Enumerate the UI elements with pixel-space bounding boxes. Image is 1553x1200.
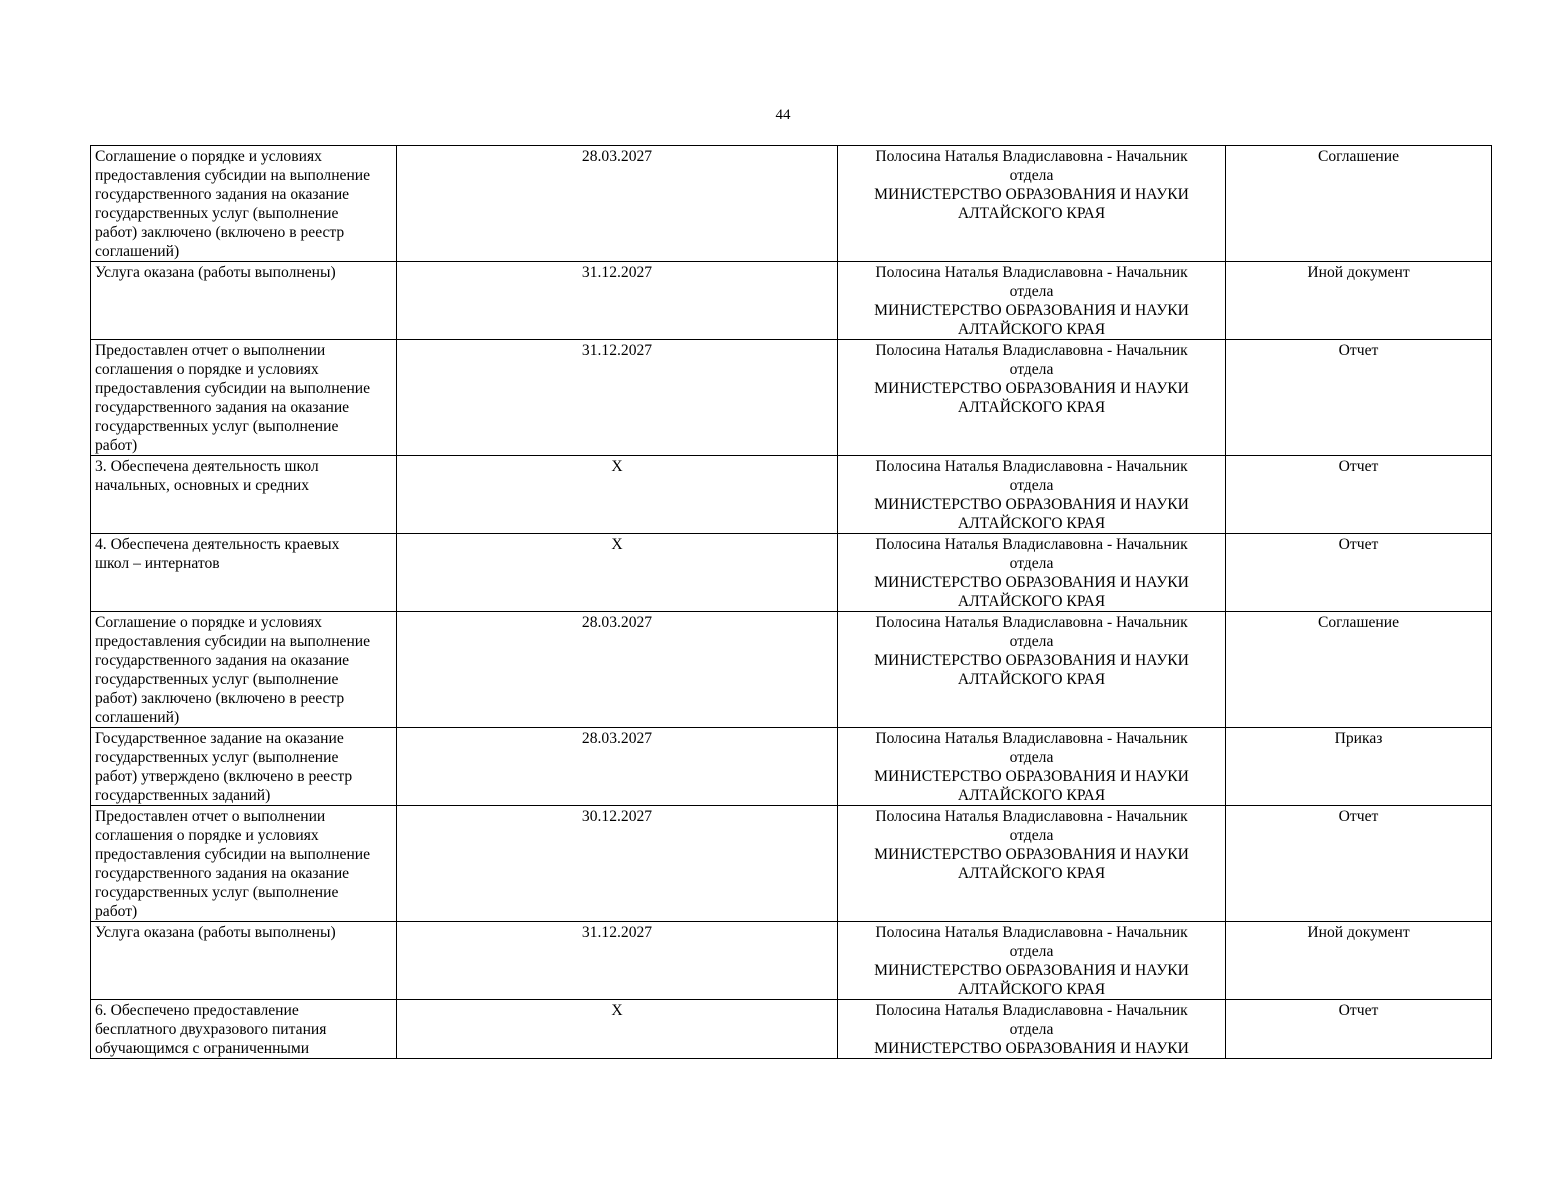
event-name bbox=[95, 1001, 392, 1058]
document-type-cell bbox=[1226, 922, 1492, 1000]
deadline-date-cell bbox=[397, 146, 838, 262]
responsible-position: отдела bbox=[1009, 1021, 1054, 1038]
document-type-cell bbox=[1226, 146, 1492, 262]
event-name-cell bbox=[91, 534, 397, 612]
event-name-line: предоставления субсидии на выполнение bbox=[95, 380, 371, 397]
event-name-line: соглашения о порядке и условиях bbox=[95, 827, 319, 844]
table-row bbox=[91, 534, 1492, 612]
responsible-cell bbox=[838, 612, 1226, 728]
event-name-cell bbox=[91, 340, 397, 456]
event-name-cell bbox=[91, 456, 397, 534]
responsible-org-line: АЛТАЙСКОГО КРАЯ bbox=[957, 321, 1106, 338]
event-name-line: Услуга оказана (работы выполнены) bbox=[95, 924, 336, 941]
document-type: Соглашение bbox=[1317, 148, 1400, 165]
responsible-org-line: МИНИСТЕРСТВО ОБРАЗОВАНИЯ И НАУКИ bbox=[874, 1040, 1189, 1057]
document-type-cell bbox=[1226, 262, 1492, 340]
deadline-date-cell bbox=[397, 922, 838, 1000]
responsible-org-line: МИНИСТЕРСТВО ОБРАЗОВАНИЯ И НАУКИ bbox=[874, 574, 1189, 591]
responsible-org-line: АЛТАЙСКОГО КРАЯ bbox=[957, 399, 1106, 416]
event-name-line: соглашений) bbox=[95, 243, 180, 260]
responsible-position: отдела bbox=[1009, 283, 1054, 300]
table-body bbox=[91, 146, 1492, 1059]
control-points-table bbox=[90, 145, 1492, 1059]
deadline-date: 28.03.2027 bbox=[581, 148, 653, 165]
responsible-person: Полосина Наталья Владиславовна - Начальник bbox=[875, 614, 1188, 631]
event-name-line: Государственное задание на оказание bbox=[95, 730, 344, 747]
event-name-cell bbox=[91, 612, 397, 728]
responsible-cell bbox=[838, 922, 1226, 1000]
deadline-date: 30.12.2027 bbox=[581, 808, 653, 825]
event-name-line: Предоставлен отчет о выполнении bbox=[95, 342, 326, 359]
event-name-line: обучающимся с ограниченными bbox=[95, 1040, 310, 1057]
responsible-org-line: АЛТАЙСКОГО КРАЯ bbox=[957, 205, 1106, 222]
event-name bbox=[95, 923, 392, 942]
deadline-date-cell bbox=[397, 1000, 838, 1059]
deadline-date: X bbox=[611, 458, 623, 475]
responsible-org-line: АЛТАЙСКОГО КРАЯ bbox=[957, 865, 1106, 882]
document-type-cell bbox=[1226, 340, 1492, 456]
table-row bbox=[91, 340, 1492, 456]
event-name bbox=[95, 729, 392, 805]
event-name-line: Соглашение о порядке и условиях bbox=[95, 148, 322, 165]
responsible-person: Полосина Наталья Владиславовна - Начальник bbox=[875, 458, 1188, 475]
responsible-org-line: АЛТАЙСКОГО КРАЯ bbox=[957, 981, 1106, 998]
deadline-date-cell bbox=[397, 534, 838, 612]
event-name-cell bbox=[91, 922, 397, 1000]
document-type: Приказ bbox=[1334, 730, 1383, 747]
event-name bbox=[95, 613, 392, 727]
responsible-org-line: МИНИСТЕРСТВО ОБРАЗОВАНИЯ И НАУКИ bbox=[874, 846, 1189, 863]
document-type: Отчет bbox=[1338, 808, 1379, 825]
responsible-position: отдела bbox=[1009, 827, 1054, 844]
event-name-line: работ) заключено (включено в реестр bbox=[95, 224, 345, 241]
table-row bbox=[91, 262, 1492, 340]
responsible-person: Полосина Наталья Владиславовна - Начальник bbox=[875, 730, 1188, 747]
document-type-cell bbox=[1226, 1000, 1492, 1059]
event-name-line: Предоставлен отчет о выполнении bbox=[95, 808, 326, 825]
responsible-position: отдела bbox=[1009, 477, 1054, 494]
document-type-cell bbox=[1226, 612, 1492, 728]
responsible-person: Полосина Наталья Владиславовна - Начальник bbox=[875, 1002, 1188, 1019]
document-type: Отчет bbox=[1338, 1002, 1379, 1019]
event-name-line: государственных заданий) bbox=[95, 787, 271, 804]
event-name-line: государственных услуг (выполнение bbox=[95, 671, 339, 688]
table-row bbox=[91, 922, 1492, 1000]
page-number: 44 bbox=[775, 107, 791, 123]
event-name-cell bbox=[91, 146, 397, 262]
deadline-date: 28.03.2027 bbox=[581, 614, 653, 631]
deadline-date-cell bbox=[397, 806, 838, 922]
responsible-cell bbox=[838, 534, 1226, 612]
responsible-position: отдела bbox=[1009, 555, 1054, 572]
event-name-line: предоставления субсидии на выполнение bbox=[95, 167, 371, 184]
event-name-line: работ) заключено (включено в реестр bbox=[95, 690, 345, 707]
responsible-org-line: МИНИСТЕРСТВО ОБРАЗОВАНИЯ И НАУКИ bbox=[874, 768, 1189, 785]
responsible-org-line: МИНИСТЕРСТВО ОБРАЗОВАНИЯ И НАУКИ bbox=[874, 652, 1189, 669]
event-name-line: 6. Обеспечено предоставление bbox=[95, 1002, 299, 1019]
responsible-cell bbox=[838, 728, 1226, 806]
responsible-person: Полосина Наталья Владиславовна - Начальник bbox=[875, 536, 1188, 553]
responsible-position: отдела bbox=[1009, 749, 1054, 766]
table-row bbox=[91, 146, 1492, 262]
event-name-line: 4. Обеспечена деятельность краевых bbox=[95, 536, 340, 553]
event-name bbox=[95, 457, 392, 495]
event-name-line: государственного задания на оказание bbox=[95, 186, 350, 203]
responsible-position: отдела bbox=[1009, 943, 1054, 960]
event-name bbox=[95, 807, 392, 921]
deadline-date-cell bbox=[397, 262, 838, 340]
event-name-line: государственного задания на оказание bbox=[95, 865, 350, 882]
responsible-cell bbox=[838, 806, 1226, 922]
deadline-date: 31.12.2027 bbox=[581, 264, 653, 281]
table-row bbox=[91, 456, 1492, 534]
responsible-position: отдела bbox=[1009, 633, 1054, 650]
event-name-line: соглашений) bbox=[95, 709, 180, 726]
responsible-person: Полосина Наталья Владиславовна - Начальник bbox=[875, 148, 1188, 165]
responsible-org-line: МИНИСТЕРСТВО ОБРАЗОВАНИЯ И НАУКИ bbox=[874, 302, 1189, 319]
responsible-cell bbox=[838, 262, 1226, 340]
table-row bbox=[91, 806, 1492, 922]
document-type: Соглашение bbox=[1317, 614, 1400, 631]
document-type: Иной документ bbox=[1307, 924, 1410, 941]
responsible-cell bbox=[838, 456, 1226, 534]
event-name-line: школ – интернатов bbox=[95, 555, 220, 572]
responsible-cell bbox=[838, 1000, 1226, 1059]
deadline-date-cell bbox=[397, 612, 838, 728]
event-name-line: государственных услуг (выполнение bbox=[95, 884, 339, 901]
responsible-cell bbox=[838, 340, 1226, 456]
deadline-date: 31.12.2027 bbox=[581, 924, 653, 941]
responsible-org-line: АЛТАЙСКОГО КРАЯ bbox=[957, 593, 1106, 610]
responsible-org-line: МИНИСТЕРСТВО ОБРАЗОВАНИЯ И НАУКИ bbox=[874, 962, 1189, 979]
event-name-line: государственного задания на оказание bbox=[95, 399, 350, 416]
responsible-position: отдела bbox=[1009, 167, 1054, 184]
responsible-person: Полосина Наталья Владиславовна - Начальник bbox=[875, 264, 1188, 281]
event-name-line: предоставления субсидии на выполнение bbox=[95, 846, 371, 863]
event-name bbox=[95, 341, 392, 455]
event-name-line: работ) утверждено (включено в реестр bbox=[95, 768, 353, 785]
deadline-date: X bbox=[611, 536, 623, 553]
event-name-line: работ) bbox=[95, 903, 138, 920]
event-name-line: начальных, основных и средних bbox=[95, 477, 310, 494]
event-name-line: государственных услуг (выполнение bbox=[95, 205, 339, 222]
document-type-cell bbox=[1226, 456, 1492, 534]
event-name-line: 3. Обеспечена деятельность школ bbox=[95, 458, 319, 475]
responsible-org-line: МИНИСТЕРСТВО ОБРАЗОВАНИЯ И НАУКИ bbox=[874, 380, 1189, 397]
event-name-line: бесплатного двухразового питания bbox=[95, 1021, 327, 1038]
document-type: Отчет bbox=[1338, 458, 1379, 475]
responsible-org-line: АЛТАЙСКОГО КРАЯ bbox=[957, 515, 1106, 532]
event-name-cell bbox=[91, 728, 397, 806]
deadline-date-cell bbox=[397, 456, 838, 534]
deadline-date: 31.12.2027 bbox=[581, 342, 653, 359]
event-name-line: предоставления субсидии на выполнение bbox=[95, 633, 371, 650]
responsible-org-line: МИНИСТЕРСТВО ОБРАЗОВАНИЯ И НАУКИ bbox=[874, 496, 1189, 513]
event-name-line: работ) bbox=[95, 437, 138, 454]
table-row bbox=[91, 1000, 1492, 1059]
document-type: Отчет bbox=[1338, 536, 1379, 553]
event-name bbox=[95, 147, 392, 261]
responsible-cell bbox=[838, 146, 1226, 262]
table-row bbox=[91, 728, 1492, 806]
document-type-cell bbox=[1226, 728, 1492, 806]
event-name bbox=[95, 535, 392, 573]
deadline-date: X bbox=[611, 1002, 623, 1019]
event-name-cell bbox=[91, 806, 397, 922]
event-name-line: Соглашение о порядке и условиях bbox=[95, 614, 322, 631]
event-name-cell bbox=[91, 1000, 397, 1059]
deadline-date-cell bbox=[397, 340, 838, 456]
event-name-line: соглашения о порядке и условиях bbox=[95, 361, 319, 378]
event-name-cell bbox=[91, 262, 397, 340]
responsible-org-line: МИНИСТЕРСТВО ОБРАЗОВАНИЯ И НАУКИ bbox=[874, 186, 1189, 203]
event-name-line: государственных услуг (выполнение bbox=[95, 749, 339, 766]
deadline-date: 28.03.2027 bbox=[581, 730, 653, 747]
responsible-position: отдела bbox=[1009, 361, 1054, 378]
responsible-person: Полосина Наталья Владиславовна - Начальник bbox=[875, 808, 1188, 825]
document-type-cell bbox=[1226, 806, 1492, 922]
responsible-person: Полосина Наталья Владиславовна - Начальник bbox=[875, 924, 1188, 941]
document-type-cell bbox=[1226, 534, 1492, 612]
event-name-line: Услуга оказана (работы выполнены) bbox=[95, 264, 336, 281]
event-name-line: государственного задания на оказание bbox=[95, 652, 350, 669]
responsible-org-line: АЛТАЙСКОГО КРАЯ bbox=[957, 787, 1106, 804]
responsible-person: Полосина Наталья Владиславовна - Начальник bbox=[875, 342, 1188, 359]
document-type: Иной документ bbox=[1307, 264, 1410, 281]
table-row bbox=[91, 612, 1492, 728]
event-name-line: государственных услуг (выполнение bbox=[95, 418, 339, 435]
document-type: Отчет bbox=[1338, 342, 1379, 359]
event-name bbox=[95, 263, 392, 282]
responsible-org-line: АЛТАЙСКОГО КРАЯ bbox=[957, 671, 1106, 688]
deadline-date-cell bbox=[397, 728, 838, 806]
